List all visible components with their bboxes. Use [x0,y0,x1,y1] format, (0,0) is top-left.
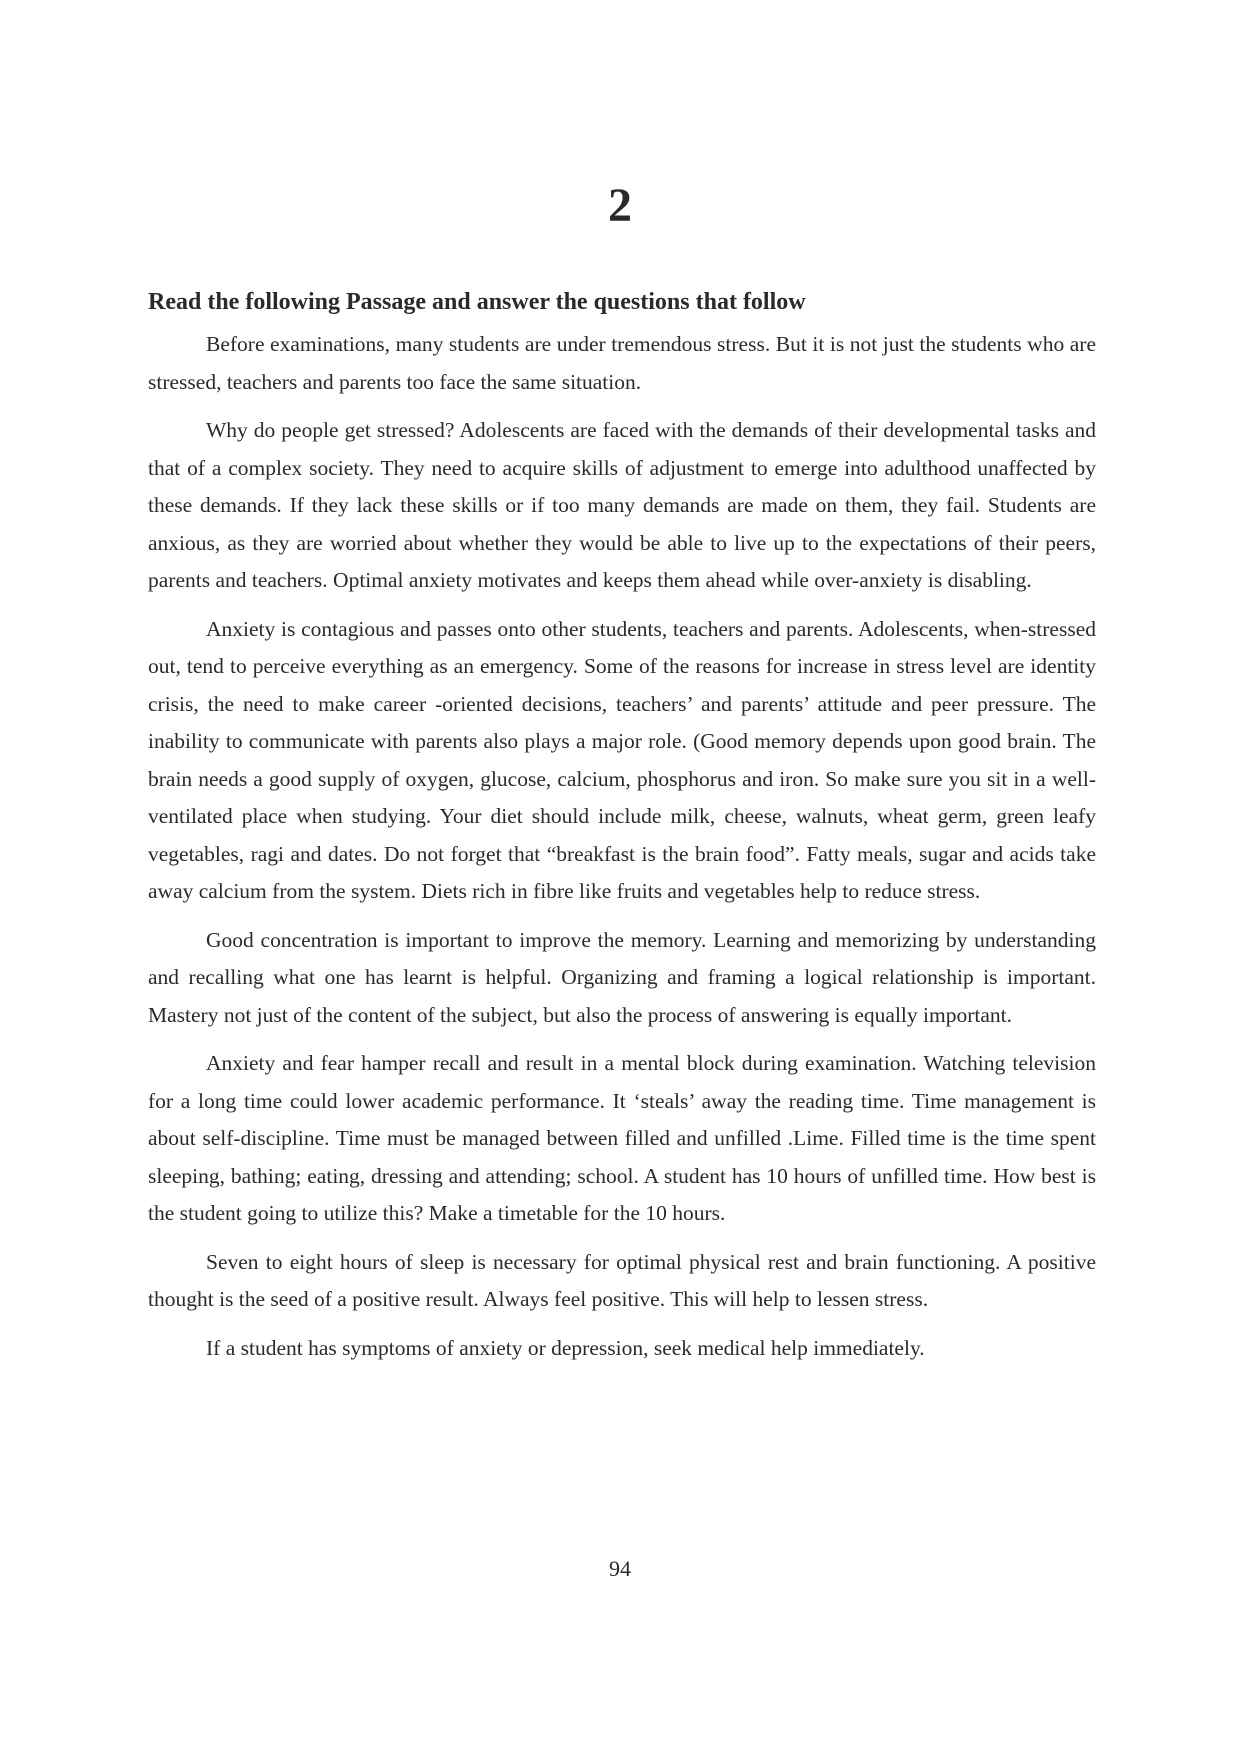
passage-paragraph: Before examinations, many students are under tremendous stress. But it is not just the students who are stressed, teachers and parents too face the same situation. [148,332,1096,394]
section-number: 2 [608,179,632,232]
passage-content [148,286,1096,1378]
passage-paragraph: Anxiety is contagious and passes onto other students, teachers and parents. Adolescents, when-stressed out, tend to perceive everything as an emergency. Some of the reasons for increase in stress level are identity crisis, the need to make career -oriented decisions, teachers’ and parents’ attitude and peer pressure. The inability to communicate with parents also plays a major role. (Good memory depends upon good brain. The brain needs a good supply of oxygen, glucose, calcium, phosphorus and iron. So make sure you sit in a well- ventilated place when studying. Your diet should include milk, cheese, walnuts, wheat germ, green leafy vegetables, ragi and dates. Do not forget that “breakfast is the brain food”. Fatty meals, sugar and acids take away calcium from the system. Diets rich in fibre like fruits and vegetables help to reduce stress. [148,616,1096,903]
passage-paragraph: Anxiety and fear hamper recall and result in a mental block during examination. Watching television for a long time could lower academic performance. It ‘steals’ away the reading time. Time management is about self-discipline. Time must be managed between filled and unfilled .Lime. Filled time is the time spent sleeping, bathing; eating, dressing and attending; school. A student has 10 hours of unfilled time. How best is the student going to utilize this? Make a timetable for the 10 hours. [148,1051,1096,1225]
passage-paragraph: Why do people get stressed? Adolescents are faced with the demands of their developmental tasks and that of a complex society. They need to acquire skills of adjustment to emerge into adulthood unaffected by these demands. If they lack these skills or if too many demands are made on them, they fail. Students are anxious, as they are worried about whether they would be able to live up to the expectations of their peers, parents and teachers. Optimal anxiety motivates and keeps them ahead while over-anxiety is disabling. [148,418,1096,592]
passage-paragraph: If a student has symptoms of anxiety or depression, seek medical help immediately. [206,1335,925,1360]
passage-paragraph: Seven to eight hours of sleep is necessary for optimal physical rest and brain functioning. A positive thought is the seed of a positive result. Always feel positive. This will help to lessen stress. [148,1249,1096,1311]
passage-paragraph: Good concentration is important to improve the memory. Learning and memorizing by understanding and recalling what one has learnt is helpful. Organizing and framing a logical relationship is important. Mastery not just of the content of the subject, but also the process of answering is equally important. [148,927,1096,1027]
page-number: 94 [609,1556,631,1581]
instruction-heading: Read the following Passage and answer the questions that follow [148,289,806,315]
